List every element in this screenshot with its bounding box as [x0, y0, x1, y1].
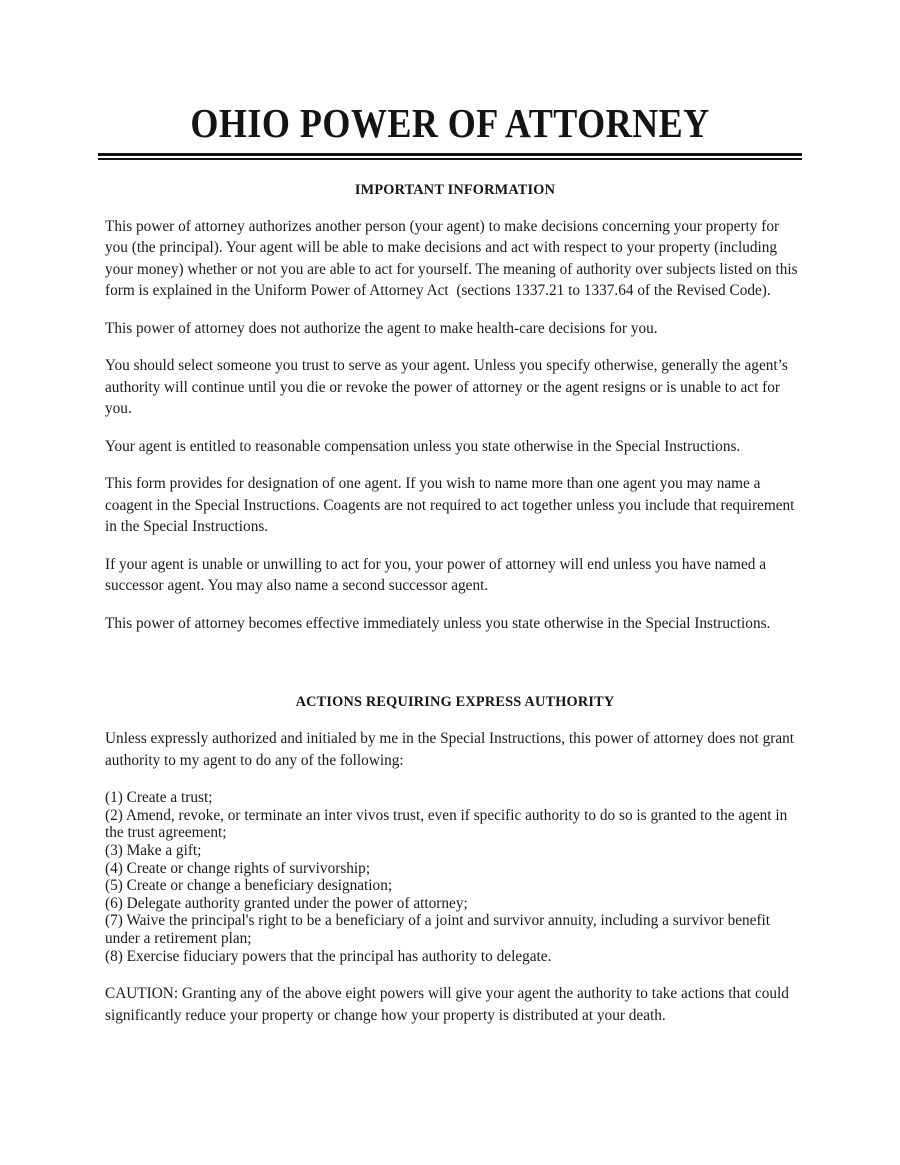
section-heading-important-information: IMPORTANT INFORMATION — [354, 182, 556, 198]
document-body — [105, 182, 805, 1026]
para-effective-immediately: This power of attorney becomes effective immediately unless you state otherwise in the Special Instructions. — [105, 614, 771, 632]
para-successor-agent: If your agent is unable or unwilling to act for you, your power of attorney will end unless you have named a successor agent. You may also name a second successor agent. — [105, 555, 770, 595]
list-item-3: (3) Make a gift; — [105, 842, 202, 859]
list-item-8: (8) Exercise fiduciary powers that the principal has authority to delegate. — [105, 947, 552, 965]
para-select-agent: You should select someone you trust to serve as your agent. Unless you specify otherwise, generally the agent’s authority will continue until you die or revoke the power of attorney or the agent resigns or is unable to act for you. — [105, 357, 792, 418]
list-item-7: (7) Waive the principal's right to be a beneficiary of a joint and survivor annuity, including a survivor benefit under a retirement plan; — [105, 912, 774, 947]
para-express-authority-intro: Unless expressly authorized and initialed by me in the Special Instructions, this power of attorney does not grant authority to my agent to do any of the following: — [105, 730, 798, 769]
para-agent-authority: This power of attorney authorizes another person (your agent) to make decisions concerning your property for you (the principal). Your agent will be able to make decisions and act with respect to your property (including your money) whether or not you are able to act for yourself. The meaning of authority over subjects listed on this form is explained in the Uniform Power of Attorney Act (sections 1337.21 to 1337.64 of the Revised Code). — [105, 217, 802, 300]
list-item-1: (1) Create a trust; — [105, 789, 213, 807]
document-title: OHIO POWER OF ATTORNEY — [190, 100, 710, 146]
list-item-6: (6) Delegate authority granted under the power of attorney; — [105, 894, 468, 912]
para-compensation: Your agent is entitled to reasonable compensation unless you state otherwise in the Special Instructions. — [105, 437, 741, 455]
express-authority-list — [105, 789, 805, 965]
para-healthcare-exclusion: This power of attorney does not authorize the agent to make health-care decisions for you. — [105, 319, 658, 337]
list-item-2: (2) Amend, revoke, or terminate an inter vivos trust, even if specific authority to do so is granted to the agent in the trust agreement; — [105, 806, 792, 842]
list-item-4: (4) Create or change rights of survivorship; — [105, 859, 371, 877]
title-divider — [98, 153, 802, 160]
para-one-agent-coagent: This form provides for designation of one agent. If you wish to name more than one agent you may name a coagent in the Special Instructions. Coagents are not required to act together unless you include that requirement in the Special Instructions. — [105, 475, 799, 536]
list-item-5: (5) Create or change a beneficiary designation; — [105, 877, 393, 895]
section-heading-actions-requiring-express-authority: ACTIONS REQUIRING EXPRESS AUTHORITY — [295, 694, 615, 711]
para-caution: CAUTION: Granting any of the above eight powers will give your agent the authority to take actions that could significantly reduce your property or change how your property is distributed at your death. — [105, 985, 793, 1024]
